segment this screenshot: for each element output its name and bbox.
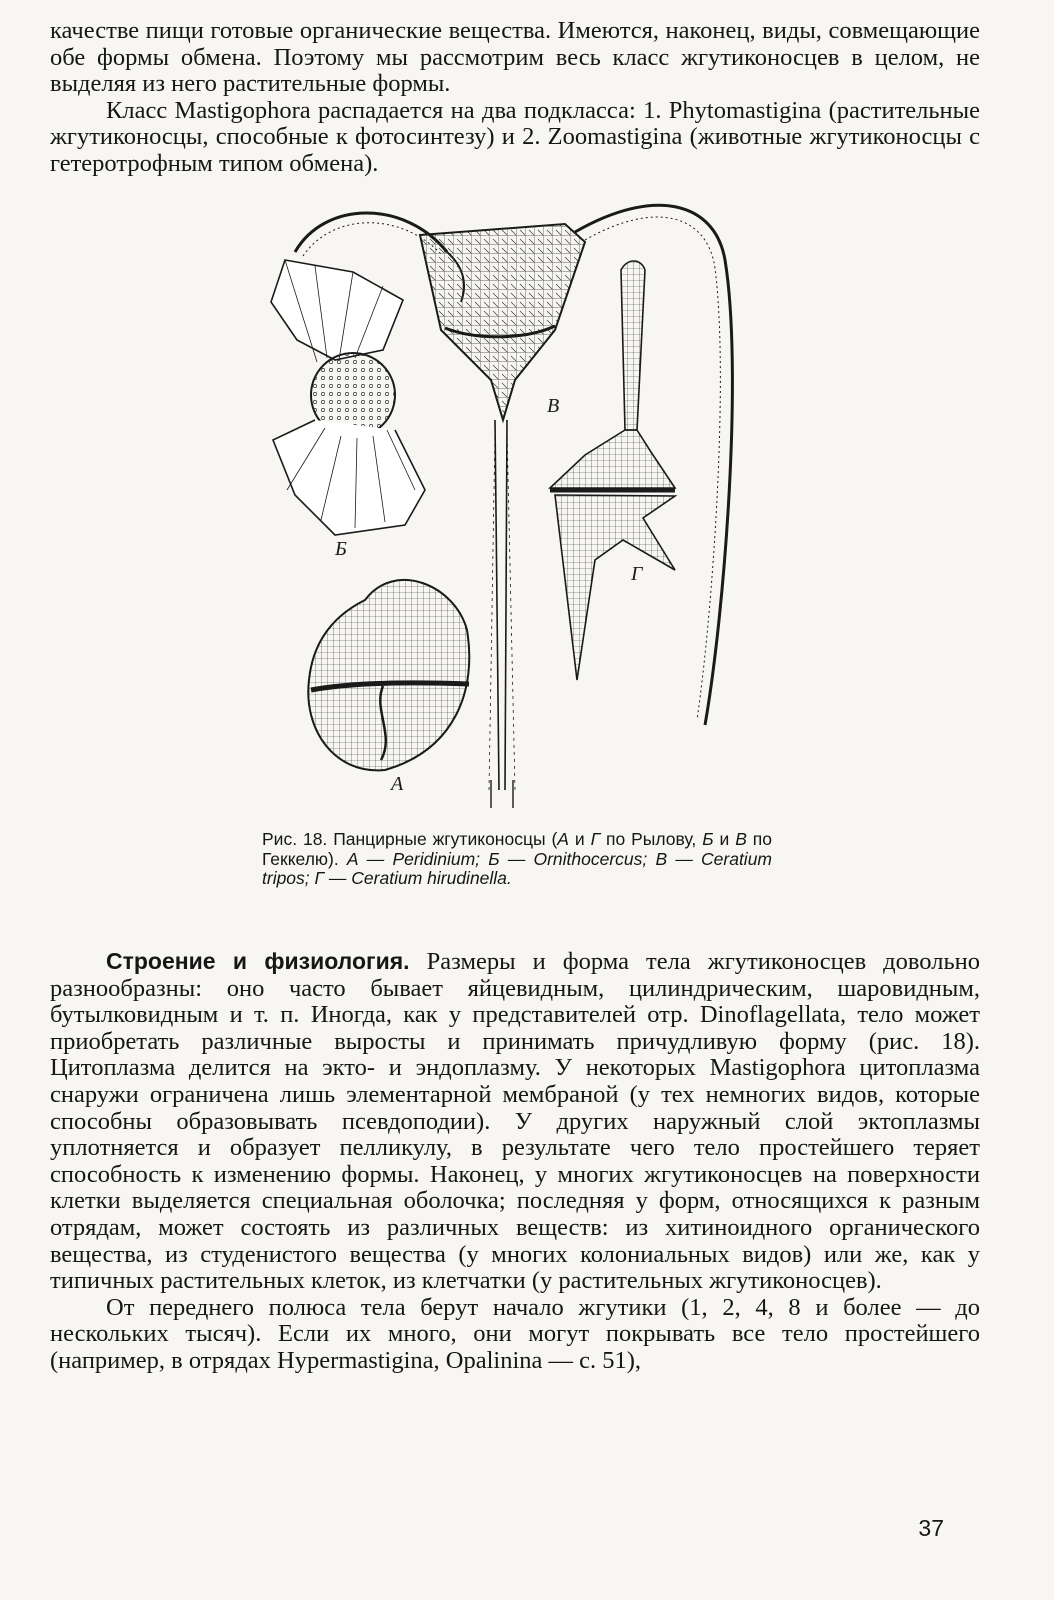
figure-label-v: В xyxy=(547,395,560,417)
paragraph-class-subdivision: Класс Mastigophora распадается на два подкласса: 1. Phytomastigina (растительные жгутиконосцы, способные к фотосинтезу) и 2. Zoomastigina (животные жгутиконосцы с гетеротрофным типом обмена). xyxy=(50,96,980,177)
top-text-block xyxy=(50,18,980,178)
caption-species-ceratium-hirudinella: — Ceratium hirudinella. xyxy=(324,868,512,888)
drawing-ceratium-hirudinella xyxy=(550,261,675,680)
paragraph-flagella: От переднего полюса тела берут начало жгутики (1, 2, 4, 8 и более — до нескольких тысяч). Если их много, они могут покрывать все тело простейшего (например, в отрядах Hypermastigina, Opalinina — с. 51), xyxy=(50,1293,980,1374)
figure-18-armored-flagellates xyxy=(255,190,815,815)
drawing-peridinium xyxy=(308,580,469,770)
caption-label-a: А xyxy=(557,829,569,849)
figure-label-b: Б xyxy=(335,538,347,560)
bottom-text-block xyxy=(50,948,980,1375)
figure-label-a: А xyxy=(391,773,404,795)
caption-source-rylov: по Рылову, xyxy=(600,829,703,849)
caption-label-v: В xyxy=(735,829,747,849)
figure-caption xyxy=(262,830,772,889)
caption-and: и xyxy=(713,829,736,849)
caption-key-a: А xyxy=(346,848,359,869)
section-heading: Строение и физиология. xyxy=(106,948,410,974)
drawing-ornithocercus xyxy=(271,260,425,535)
caption-species-ornithocercus: — Ornithocercus; xyxy=(499,848,656,869)
caption-key-g: Г xyxy=(314,868,325,888)
paragraph-intro-end: качестве пищи готовые органические вещества. Имеются, наконец, виды, совмещающие обе формы обмена. Поэтому мы рассмотрим весь класс жгутиконосцев в целом, не выделяя из него растительные формы. xyxy=(50,17,980,98)
caption-and: и xyxy=(568,829,591,849)
caption-species-ceratium-tripos: — Ceratium tripos; xyxy=(262,848,773,888)
caption-label-b: Б xyxy=(702,829,714,849)
page-number: 37 xyxy=(918,1515,944,1541)
caption-species-peridinium: — Peridinium; xyxy=(358,848,489,869)
caption-key-v: В xyxy=(655,848,668,869)
figure-label-g: Г xyxy=(631,563,643,585)
caption-key-b: Б xyxy=(488,848,500,869)
caption-source-haeckel: по Геккелю). xyxy=(262,829,773,869)
paragraph-structure-physiology xyxy=(50,948,980,1295)
paragraph-body-text: Размеры и форма тела жгутиконосцев довольно разнообразны: оно часто бывает яйцевидным, цилиндрическим, шаровидным, бутылковидным и т. п. Иногда, как у представителей отр. Dinoflagellata, тело может приобретать различные выросты и принимать причудливую форму (рис. 18). Цитоплазма делится на экто- и эндоплазму. У некоторых Mastigophora цитоплазма снаружи ограничена лишь элементарной мембраной (у тех немногих видов, которые способны образовывать псевдоподии). У других наружный слой эктоплазмы уплотняется и образует пелликулу, в результате чего тело простейшего теряет способность к изменению формы. Наконец, у многих жгутиконосцев на поверхности клетки выделяется специальная оболочка; последняя у форм, относящихся к разным отрядам, может состоять из различных веществ: из хитиноидного органического вещества, из студенистого вещества (у многих колониальных видов) или же, как у типичных растительных клеток, из клетчатки (у растительных жгутиконосцев). xyxy=(50,948,980,1295)
caption-label-g: Г xyxy=(590,829,601,849)
caption-lead: Рис. 18. Панцирные жгутиконосцы ( xyxy=(262,829,558,849)
